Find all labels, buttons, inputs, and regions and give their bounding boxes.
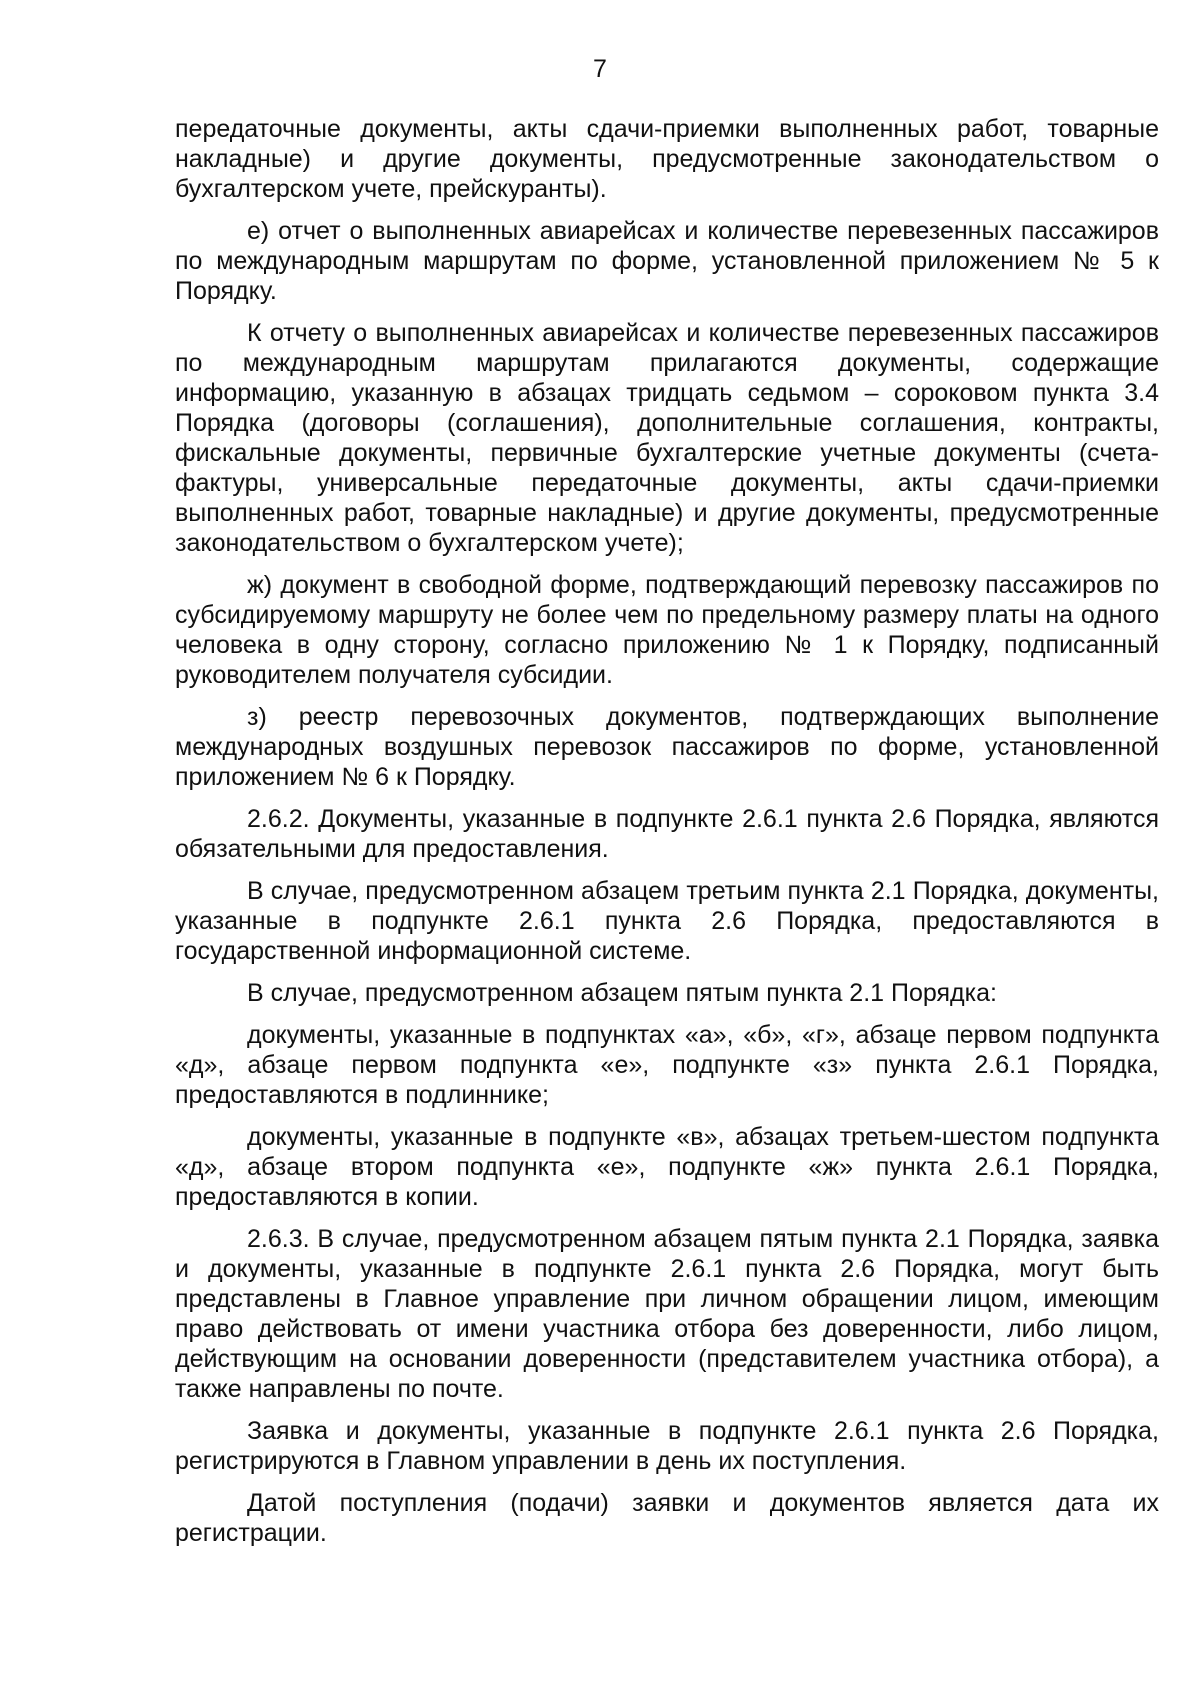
paragraph-submission-date: Датой поступления (подачи) заявки и документов является дата их регистрации. [175, 1489, 1159, 1547]
paragraph-originals: документы, указанные в подпунктах «а», «б», «г», абзаце первом подпункта «д», абзаце первом подпункта «е», подпункте «з» пункта 2.6.1 Порядка, предоставляются в подлиннике; [175, 1021, 1159, 1109]
paragraph-registration: Заявка и документы, указанные в подпункте 2.6.1 пункта 2.6 Порядка, регистрируются в Главном управлении в день их поступления. [175, 1417, 1159, 1475]
paragraph-item-zh: ж) документ в свободной форме, подтверждающий перевозку пассажиров по субсидируемому маршруту не более чем по предельному размеру платы на одного человека в одну сторону, согласно приложению № 1 к Порядку, подписанный руководителем получателя субсидии. [175, 571, 1159, 689]
paragraph-item-e: е) отчет о выполненных авиарейсах и количестве перевезенных пассажиров по международным маршрутам по форме, установленной приложением № 5 к Порядку. [175, 217, 1159, 305]
paragraph-2-6-3: 2.6.3. В случае, предусмотренном абзацем пятым пункта 2.1 Порядка, заявка и документы, указанные в подпункте 2.6.1 пункта 2.6 Порядка, могут быть представлены в Главное управление при личном обращении лицом, имеющим право действовать от имени участника отбора без доверенности, либо лицом, действующим на основании доверенности (представителем участника отбора), а также направлены по почте. [175, 1225, 1159, 1403]
paragraph-copies: документы, указанные в подпункте «в», абзацах третьем-шестом подпункта «д», абзаце втором подпункта «е», подпункте «ж» пункта 2.6.1 Порядка, предоставляются в копии. [175, 1123, 1159, 1211]
paragraph-continuation: передаточные документы, акты сдачи-приемки выполненных работ, товарные накладные) и другие документы, предусмотренные законодательством о бухгалтерском учете, прейскуранты). [175, 115, 1159, 203]
paragraph-case-third: В случае, предусмотренном абзацем третьим пункта 2.1 Порядка, документы, указанные в подпункте 2.6.1 пункта 2.6 Порядка, предоставляются в государственной информационной системе. [175, 877, 1159, 965]
paragraph-report-attachments: К отчету о выполненных авиарейсах и количестве перевезенных пассажиров по международным маршрутам прилагаются документы, содержащие информацию, указанную в абзацах тридцать седьмом – сороковом пункта 3.4 Порядка (договоры (соглашения), дополнительные соглашения, контракты, фискальные документы, первичные бухгалтерские учетные документы (счета-фактуры, универсальные передаточные документы, акты сдачи-приемки выполненных работ, товарные накладные) и другие документы, предусмотренные законодательством о бухгалтерском учете); [175, 319, 1159, 557]
paragraph-case-fifth: В случае, предусмотренном абзацем пятым пункта 2.1 Порядка: [247, 979, 997, 1007]
document-body [175, 114, 1159, 1560]
paragraph-2-6-2: 2.6.2. Документы, указанные в подпункте 2.6.1 пункта 2.6 Порядка, являются обязательными для предоставления. [175, 805, 1159, 863]
paragraph-item-z: з) реестр перевозочных документов, подтверждающих выполнение международных воздушных перевозок пассажиров по форме, установленной приложением № 6 к Порядку. [175, 703, 1159, 791]
page-number: 7 [593, 55, 607, 83]
